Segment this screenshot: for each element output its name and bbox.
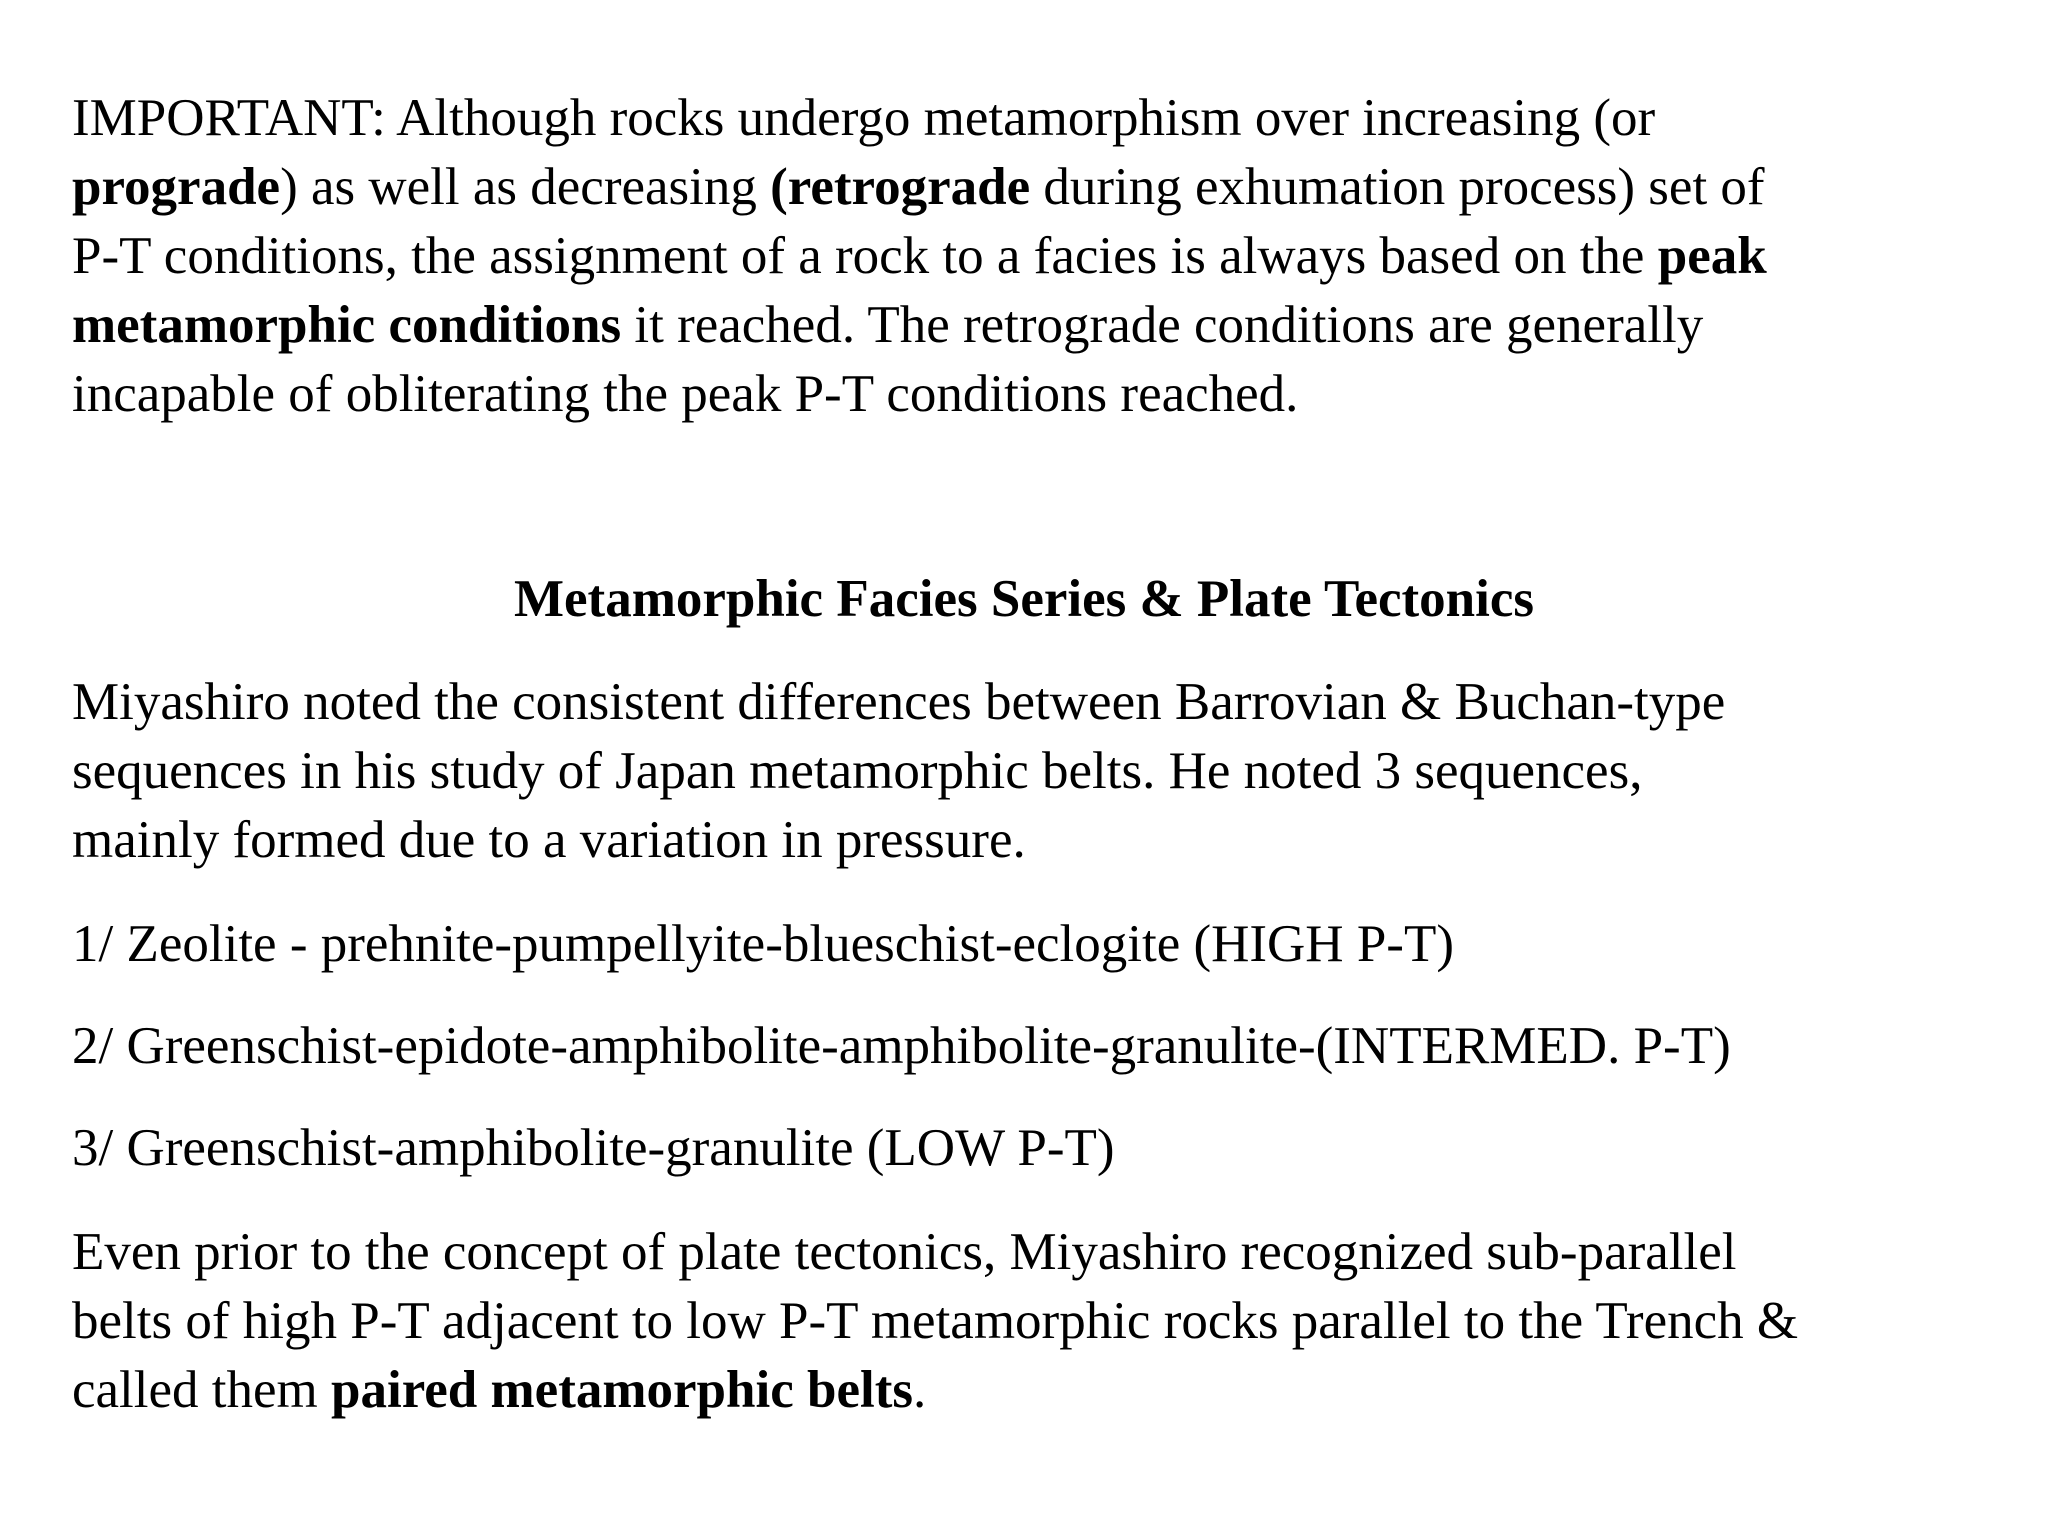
term-paired-metamorphic-belts: paired metamorphic belts: [331, 1361, 913, 1419]
term-retrograde: (retrograde: [770, 158, 1031, 216]
prior-line-3: [72, 1356, 2002, 1425]
important-line-1: IMPORTANT: Although rocks undergo metamorphism over increasing (or: [72, 89, 1656, 147]
section-heading: Metamorphic Facies Series & Plate Tectonics: [514, 570, 1534, 628]
prior-line-3-text: called them: [72, 1361, 331, 1419]
important-line-3-text: P-T conditions, the assignment of a rock to a facies is always based on the: [72, 227, 1658, 285]
important-line-2-text-a: ) as well as decreasing: [280, 158, 771, 216]
important-line-2: [72, 153, 2002, 222]
important-line-4-text: it reached. The retrograde conditions are generally: [621, 296, 1704, 354]
important-paragraph: [72, 84, 2002, 429]
prior-line-3-end: .: [912, 1361, 927, 1419]
miyashiro-line-3: mainly formed due to a variation in pressure.: [72, 811, 1026, 869]
miyashiro-line-1: Miyashiro noted the consistent differences between Barrovian & Buchan-type: [72, 673, 1726, 731]
prior-line-2: belts of high P-T adjacent to low P-T metamorphic rocks parallel to the Trench &: [72, 1292, 1799, 1350]
sequence-item-intermediate: 2/ Greenschist-epidote-amphibolite-amphibolite-granulite-(INTERMED. P-T): [72, 1017, 1731, 1075]
prior-line-1: Even prior to the concept of plate tectonics, Miyashiro recognized sub-parallel: [72, 1223, 1737, 1281]
term-prograde: prograde: [72, 158, 281, 216]
important-line-2-text-b: during exhumation process) set of: [1030, 158, 1765, 216]
miyashiro-line-2: sequences in his study of Japan metamorphic belts. He noted 3 sequences,: [72, 742, 1643, 800]
miyashiro-paragraph: [72, 668, 2002, 875]
sequence-item-low: 3/ Greenschist-amphibolite-granulite (LOW P-T): [72, 1119, 1115, 1177]
term-peak: peak: [1657, 227, 1767, 285]
term-metamorphic-conditions: metamorphic conditions: [72, 296, 622, 354]
important-line-5: incapable of obliterating the peak P-T conditions reached.: [72, 365, 1299, 423]
paired-belts-paragraph: [72, 1218, 2002, 1425]
sequence-item-high: 1/ Zeolite - prehnite-pumpellyite-blueschist-eclogite (HIGH P-T): [72, 915, 1454, 973]
important-line-3: [72, 222, 2002, 291]
important-line-4: [72, 291, 2002, 360]
